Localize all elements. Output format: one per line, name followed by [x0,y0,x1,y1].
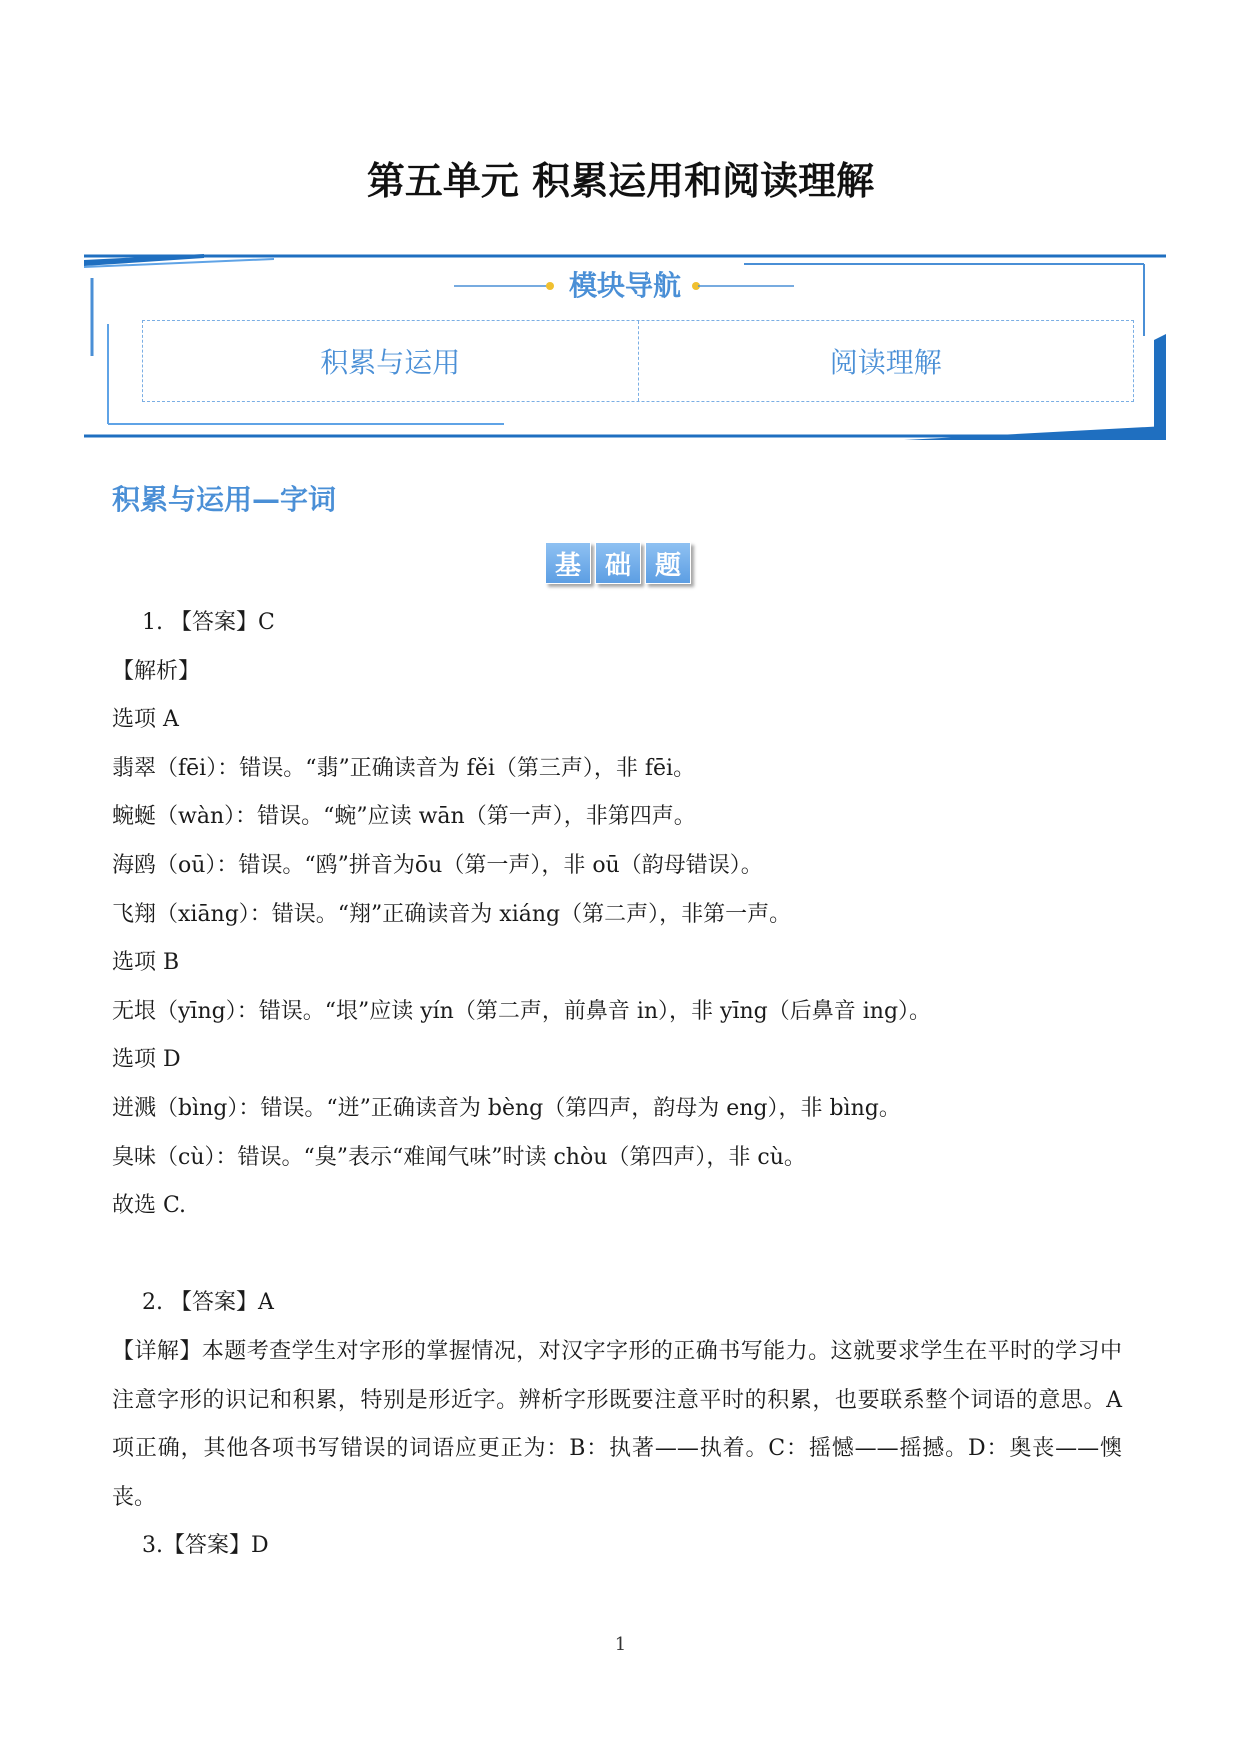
option-label: 选项 D [112,1047,181,1073]
explanation-paragraph: 【详解】本题考查学生对字形的掌握情况，对汉字字形的正确书写能力。这就要求学生在平时的学习中注意字形的识记和积累，特别是形近字。辨析字形既要注意平时的积累，也要联系整个词语的意思。A 项正确，其他各项书写错误的词语应更正为：B：执著——执着。C：摇憾——摇撼。D：奥丧——懊丧。 [112,1338,1122,1510]
nav-box [142,320,1134,402]
answer-heading: 2. 【答案】A [142,1290,274,1316]
page-title: 第五单元 积累运用和阅读理解 [366,159,875,203]
option-label: 选项 A [112,707,179,733]
analysis-line: 翡翠（fēi）：错误。“翡”正确读音为 fěi（第三声），非 fēi。 [112,755,696,781]
section-title: 积累与运用—字词 [112,483,337,516]
analysis-line: 无垠（yīng）：错误。“垠”应读 yín（第二声，前鼻音 in），非 yīng（后鼻音 ing）。 [112,998,932,1024]
analysis-line: 迸溅（bìng）：错误。“迸”正确读音为 bèng（第四声，韵母为 eng），非 bìng。 [112,1095,901,1121]
analysis-label: 【解析】 [112,658,201,684]
conclusion-line: 故选 C. [112,1193,187,1219]
analysis-line: 臭味（cù）：错误。“臭”表示“难闻气味”时读 chòu（第四声），非 cù。 [112,1144,806,1170]
nav-item-accumulation[interactable]: 积累与运用 [320,346,461,379]
page-number: 1 [614,1634,627,1655]
answer-content [112,599,1122,1571]
badge-char: 础 [595,542,641,584]
answer-heading: 1. 【答案】C [142,610,275,635]
analysis-line: 蜿蜒（wàn）：错误。“蜿”应读 wān（第一声），非第四声。 [112,804,696,830]
option-label: 选项 B [112,950,180,976]
basic-questions-badge [545,542,691,584]
answer-heading: 3.【答案】D [142,1533,269,1559]
nav-heading: 模块导航 [568,269,681,302]
module-navigation-panel [84,254,1166,440]
analysis-line: 飞翔（xiāng）：错误。“翔”正确读音为 xiáng（第二声），非第一声。 [112,901,792,927]
badge-char: 基 [545,542,591,584]
analysis-line: 海鸥（oū）：错误。“鸥”拼音为ōu（第一声），非 oū（韵母错误）。 [112,852,763,878]
badge-char: 题 [645,542,691,584]
nav-item-reading[interactable]: 阅读理解 [638,321,1134,401]
